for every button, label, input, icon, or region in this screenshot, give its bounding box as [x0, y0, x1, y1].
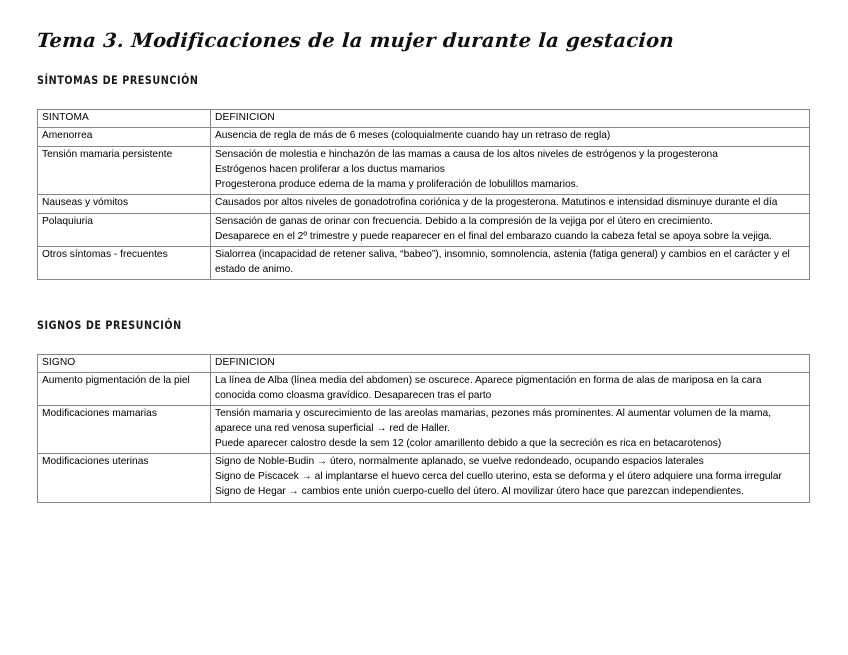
row-definition [211, 373, 810, 406]
definition-line: Progesterona produce edema de la mama y proliferación de lobulillos mamarios. [215, 178, 579, 190]
table-signos-de-presuncion [37, 354, 810, 503]
row-term: Modificaciones uterinas [38, 454, 211, 502]
column-header-sintoma: SINTOMA [38, 110, 211, 128]
section-heading-sintomas: SÍNTOMAS DE PRESUNCIÓN [37, 73, 199, 87]
row-definition [211, 128, 810, 146]
definition-line: La línea de Alba (línea media del abdomen) se oscurece. Aparece pigmentación en forma de alas de mariposa en la cara conocida como cloasma gravídico. Desaparecen tras el parto [215, 375, 762, 401]
row-term: Polaquiuria [38, 213, 211, 246]
definition-line: Puede aparecer calostro desde la sem 12 (color amarillento debido a que la secreción es rica en betacarotenos) [215, 437, 722, 449]
definition-line: Sialorrea (incapacidad de retener saliva, “babeo”), insomnio, somnolencia, astenia (fatiga general) y cambios en el carácter y el estado de animo. [215, 249, 790, 275]
row-definition [211, 454, 810, 502]
column-header-signo: SIGNO [38, 355, 211, 373]
definition-line: Sensación de ganas de orinar con frecuencia. Debido a la compresión de la vejiga por el útero en crecimiento. [215, 215, 713, 227]
column-header-definicion: DEFINICION [211, 355, 810, 373]
table-row [38, 195, 810, 213]
definition-line: Estrógenos hacen proliferar a los ductus mamarios [215, 163, 445, 175]
definition-line: Tensión mamaria y oscurecimiento de las areolas mamarias, pezones más prominentes. Al aumentar volumen de la mama, aparece una red venosa superficial → red de Haller. [215, 408, 772, 434]
definition-line: Ausencia de regla de más de 6 meses (coloquialmente cuando hay un retraso de regla) [215, 130, 611, 142]
row-term: Otros síntomas - frecuentes [38, 247, 211, 280]
row-term: Nauseas y vómitos [38, 195, 211, 213]
section-heading-signos: SIGNOS DE PRESUNCIÓN [37, 318, 182, 332]
table-row [38, 454, 810, 502]
definition-line: Sensación de molestia e hinchazón de las mamas a causa de los altos niveles de estrógenos y la progesterona [215, 148, 718, 160]
row-definition [211, 195, 810, 213]
column-header-definicion: DEFINICION [211, 110, 810, 128]
row-definition [211, 247, 810, 280]
definition-line: Signo de Hegar → cambios ente unión cuerpo-cuello del útero. Al movilizar útero hace que parezcan independientes. [215, 486, 744, 498]
table-row [38, 213, 810, 246]
table-row [38, 406, 810, 454]
definition-line: Desaparece en el 2º trimestre y puede reaparecer en el final del embarazo cuando la cabeza fetal se apoya sobre la vejiga. [215, 230, 773, 242]
table-row [38, 128, 810, 146]
row-term: Aumento pigmentación de la piel [38, 373, 211, 406]
page-title: Tema 3. Modificaciones de la mujer durante la gestacion [36, 29, 675, 52]
table-header-row [38, 110, 810, 128]
table-body-sintomas [38, 110, 810, 280]
table-row [38, 373, 810, 406]
definition-line: Causados por altos niveles de gonadotrofina coriónica y de la progesterona. Matutinos e intensidad disminuye durante el día [215, 197, 778, 209]
definition-line: Signo de Piscacek → al implantarse el huevo cerca del cuello uterino, esta se deforma y el útero adquiere una forma irregular [215, 471, 782, 483]
table-sintomas-de-presuncion [37, 109, 810, 280]
row-term: Tensión mamaria persistente [38, 146, 211, 194]
row-term: Amenorrea [38, 128, 211, 146]
definition-line: Signo de Noble-Budin → útero, normalmente aplanado, se vuelve redondeado, ocupando espacios laterales [215, 456, 704, 468]
row-term: Modificaciones mamarias [38, 406, 211, 454]
table-row [38, 247, 810, 280]
row-definition [211, 213, 810, 246]
table-header-row [38, 355, 810, 373]
row-definition [211, 406, 810, 454]
row-definition [211, 146, 810, 194]
table-body-signos [38, 355, 810, 503]
table-row [38, 146, 810, 194]
